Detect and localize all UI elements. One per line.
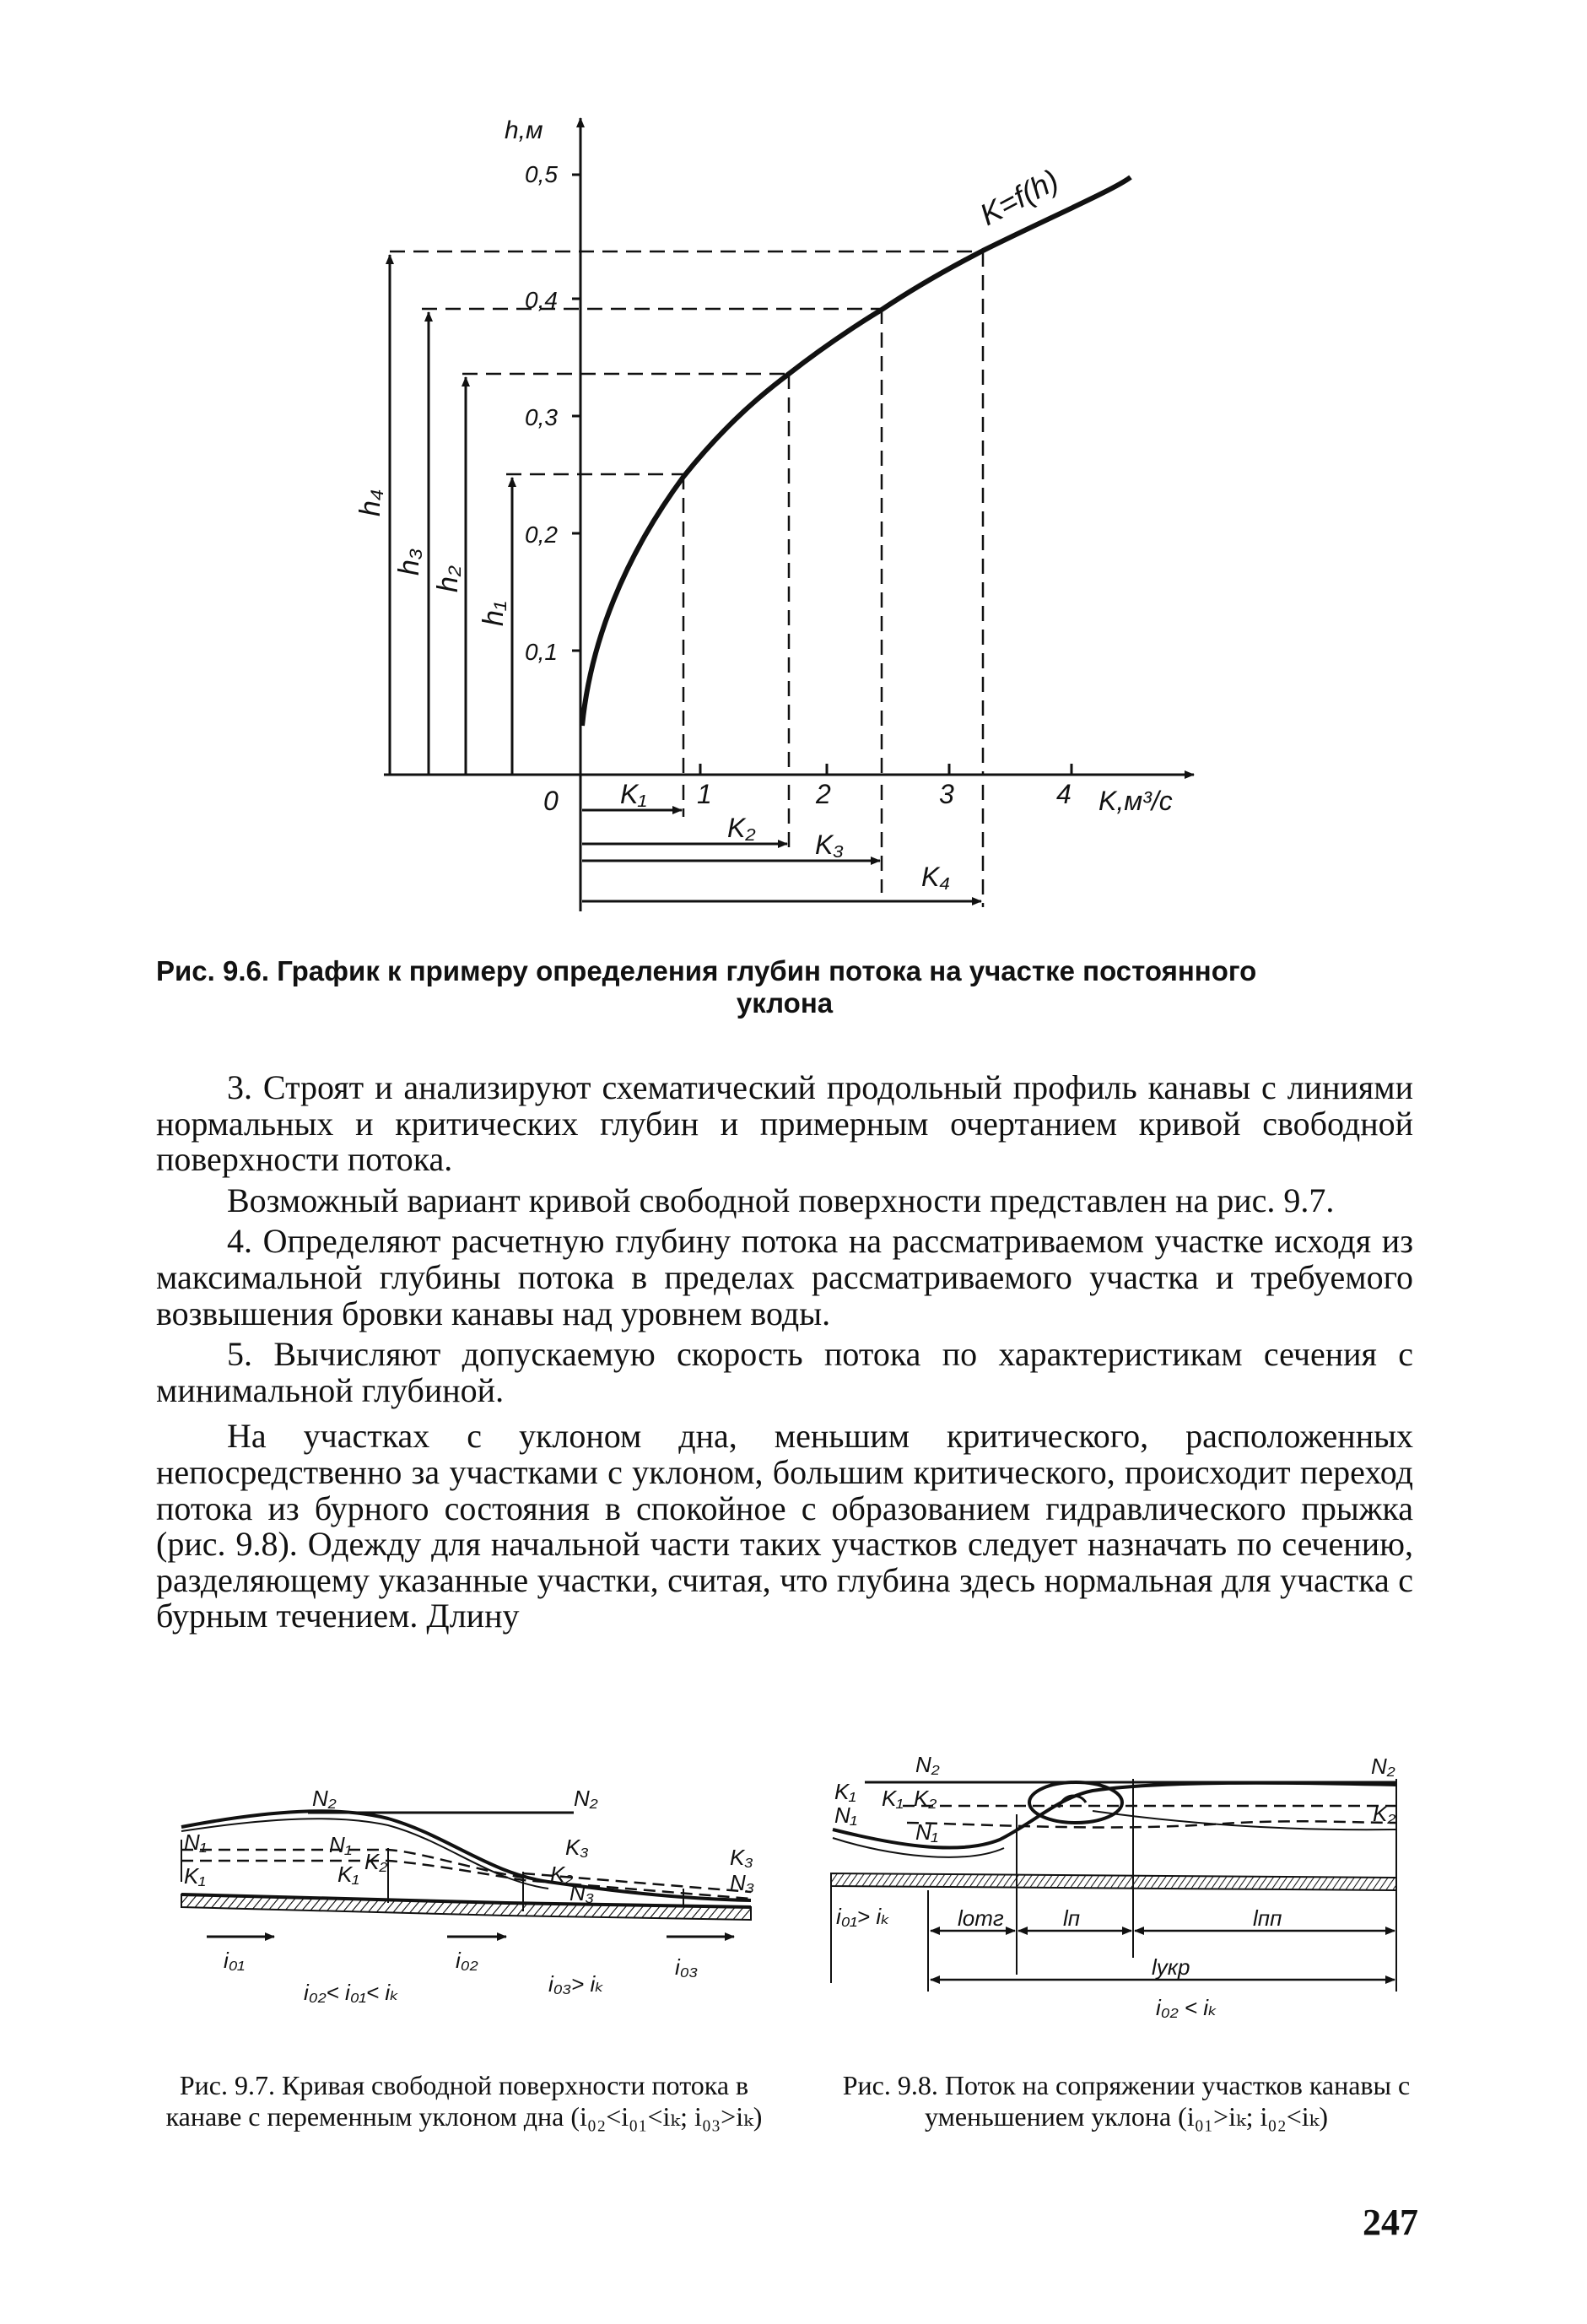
y-tick-label: 0,2	[525, 522, 558, 548]
figure-9-6-caption	[156, 955, 1413, 1019]
x-tick-label: 1	[697, 779, 712, 809]
figure-9-6-caption-line1: Рис. 9.6. График к примеру определения глубин потока на участке постоянного	[156, 955, 1257, 986]
channel-bed	[831, 1873, 1396, 1890]
condition-1: i₀₂< i₀₁< iₖ	[304, 1980, 400, 2005]
label-l-otg: lотг	[958, 1905, 1004, 1931]
y-tick-label: 0,3	[525, 404, 558, 430]
label-k2: K₂	[364, 1849, 388, 1874]
h1-label: h₁	[478, 601, 510, 626]
figure-9-7-diagram	[169, 1747, 768, 2059]
label-i01: i₀₁	[224, 1948, 245, 1973]
k3-label: K₃	[815, 830, 845, 860]
condition-2: i₀₃> iₖ	[548, 1971, 605, 1997]
x-tick-label: 4	[1056, 779, 1071, 809]
x-tick-label: 2	[816, 779, 831, 809]
label-k1: K₁	[337, 1862, 359, 1887]
body-text	[156, 1070, 1413, 1635]
label-n2: N₂	[312, 1786, 337, 1811]
label-i03: i₀₃	[675, 1954, 699, 1980]
y-tick-label: 0,1	[525, 639, 558, 665]
label-n1: N₁	[834, 1802, 857, 1828]
condition: i₀₂ < iₖ	[1156, 1995, 1218, 2020]
label-n1: N₁	[184, 1829, 207, 1855]
paragraph: 3. Строят и анализируют схематический продольный профиль канавы с линиями нормальных и критических глубин и примерным очертанием кривой свободной поверхности потока.	[156, 1068, 1413, 1179]
k4-label: K₄	[921, 862, 951, 892]
k1-label: K₁	[620, 779, 647, 809]
dashed-depth-lines	[390, 251, 983, 907]
label-l-pp: lпп	[1253, 1905, 1282, 1931]
figure-9-6-caption-line2: уклона	[736, 987, 834, 1019]
hydraulic-jump	[1029, 1782, 1122, 1823]
water-surface	[181, 1811, 751, 1900]
label-n1: N₁	[915, 1819, 938, 1845]
figure-9-8-diagram	[823, 1730, 1422, 2059]
label-i02: i₀₂	[456, 1948, 478, 1973]
label-k1: K₁	[834, 1779, 856, 1804]
x-ticks	[700, 764, 1071, 775]
x-axis-label: K,м³/с	[1098, 786, 1173, 816]
label-k2: K₂	[550, 1862, 574, 1887]
h3-label: h₃	[393, 548, 425, 576]
label-k1: K₁	[184, 1863, 206, 1889]
paragraph: 5. Вычисляют допускаемую скорость потока по характеристикам сечения с минимальной глубиной.	[156, 1335, 1413, 1409]
label-k2: K₂	[1373, 1801, 1396, 1826]
origin-label: 0	[543, 786, 559, 816]
figure-9-6-chart	[0, 0, 1587, 954]
label-n1: N₁	[329, 1832, 352, 1857]
label-k2: K₂	[914, 1786, 937, 1811]
paragraph: Возможный вариант кривой свободной поверхности представлен на рис. 9.7.	[227, 1181, 1335, 1219]
depth-arrows	[384, 255, 580, 775]
page-number: 247	[1363, 2202, 1418, 2243]
paragraph: 4. Определяют расчетную глубину потока на рассматриваемом участке исходя из максимальной глубины потока в пределах рассматриваемого участка и требуемого возвышения бровки канавы над уровнем воды.	[156, 1222, 1413, 1332]
label-n2: N₂	[915, 1752, 940, 1777]
label-k3: K₃	[565, 1835, 589, 1860]
paragraph: На участках с уклоном дна, меньшим критического, расположенных непосредственно за участками с уклоном, большим критического, происходит переход потока из бурного состояния в спокойное с образованием гидравлического прыжка (рис. 9.8). Одежду для начальной части таких участков следует назначать по сечению, разделяющему указанные участки, считая, что глубина здесь нормальная для участка с бурным течением. Длину	[156, 1417, 1413, 1635]
h4-label: h₄	[354, 489, 386, 516]
figure-9-8-caption: Рис. 9.8. Поток на сопряжении участков канавы с уменьшением уклона (i₀₁>iₖ; i₀₂<iₖ)	[842, 2070, 1411, 2132]
label-n2: N₂	[574, 1786, 598, 1811]
k2-label: K₂	[727, 813, 756, 843]
label-k3: K₃	[730, 1845, 753, 1870]
y-tick-label: 0,5	[525, 161, 558, 187]
label-l-ukr: lукр	[1152, 1954, 1190, 1980]
h2-label: h₂	[432, 565, 464, 592]
label-n3: N₃	[569, 1880, 595, 1905]
label-l-p: lп	[1063, 1905, 1081, 1931]
y-axis-label: h,м	[505, 116, 543, 144]
y-tick-label: 0,4	[525, 287, 558, 313]
curve-k-f-h	[582, 177, 1131, 726]
label-n3: N₃	[730, 1870, 755, 1895]
x-tick-label: 3	[939, 779, 954, 809]
figure-9-7-caption: Рис. 9.7. Кривая свободной поверхности потока в канаве с переменным уклоном дна (i₀₂<i₀₁<iₖ; i₀₃>iₖ)	[165, 2070, 763, 2132]
curve-label: K=f(h)	[974, 162, 1065, 233]
label-n2: N₂	[1371, 1754, 1395, 1779]
label-i01: i₀₁> iₖ	[836, 1904, 891, 1929]
label-k1: K₁	[882, 1786, 904, 1811]
